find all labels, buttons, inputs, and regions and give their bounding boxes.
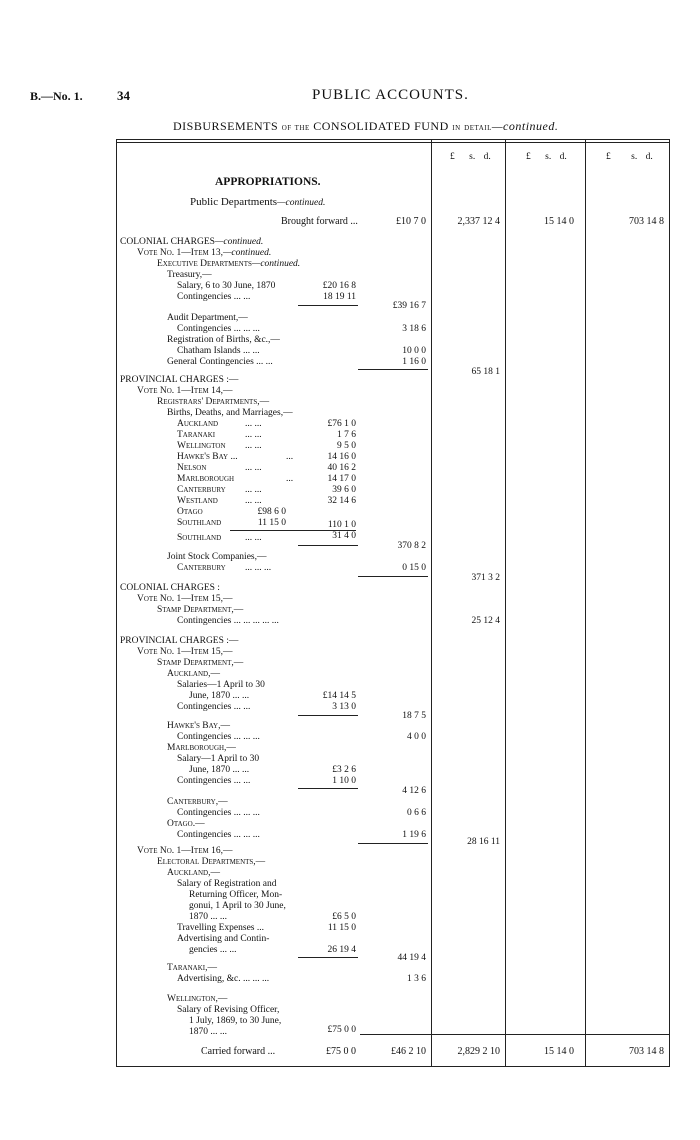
p15-salaries-1: Salaries—1 April to 30 bbox=[177, 680, 265, 690]
p15-contingencies: Contingencies ... ... bbox=[177, 702, 251, 712]
colonial-15-dept: Stamp Department,— bbox=[157, 605, 244, 615]
audit-label: Audit Department,— bbox=[167, 313, 248, 323]
carried-forward-label: Carried forward ... bbox=[201, 1046, 276, 1057]
vote-16: Vote No. 1—Item 16,— bbox=[137, 846, 233, 856]
treasury-contingencies-val: 18 19 11 bbox=[323, 292, 356, 302]
dept-text: Executive Departments bbox=[157, 259, 252, 269]
col3-header bbox=[606, 152, 662, 163]
v16-salary-2: Returning Officer, Mon- bbox=[189, 890, 283, 900]
subtotal-rule bbox=[358, 843, 428, 844]
p15-salary-2: June, 1870 ... ... bbox=[189, 765, 250, 775]
v16-revising-3: 1870 ... ... bbox=[189, 1027, 227, 1037]
births-row-name: Marlborough bbox=[177, 474, 235, 484]
subheading-cont: —continued. bbox=[277, 198, 326, 208]
v16-adv-val: 26 19 4 bbox=[327, 945, 356, 955]
births-row-name: Westland bbox=[177, 496, 218, 506]
p15-salaries-2: June, 1870 ... ... bbox=[189, 691, 250, 701]
colonial-15-heading: COLONIAL CHARGES : bbox=[120, 583, 220, 593]
subtotal-rule bbox=[298, 305, 358, 306]
treasury-contingencies: Contingencies ... ... bbox=[177, 292, 251, 302]
p15-auckland: Auckland,— bbox=[167, 669, 220, 679]
p15-salary-1: Salary—1 April to 30 bbox=[177, 754, 260, 764]
audit-val: 3 18 6 bbox=[402, 324, 426, 334]
southland-label: Southland bbox=[177, 533, 222, 543]
table-left-rule bbox=[116, 139, 117, 1067]
v16-auckland-total: 44 19 4 bbox=[397, 953, 426, 963]
subtotal-rule bbox=[298, 545, 358, 546]
p15-otago: Otago.— bbox=[167, 819, 205, 829]
joint-stock-label: Joint Stock Companies,— bbox=[167, 552, 267, 562]
pound-sign: £ bbox=[450, 152, 455, 162]
page-number: 34 bbox=[117, 88, 130, 103]
p15-hawkes: Hawke's Bay,— bbox=[167, 721, 230, 731]
v16-adv-1: Advertising and Contin- bbox=[177, 934, 270, 944]
pence-sign: d. bbox=[645, 152, 653, 162]
p15-hawkes-cont: Contingencies ... ... ... bbox=[177, 732, 260, 742]
births-row-name: Canterbury bbox=[177, 485, 226, 495]
table-bottom-rule bbox=[116, 1066, 669, 1067]
public-departments-heading bbox=[190, 196, 325, 208]
subtitle-part: of the bbox=[281, 122, 310, 133]
joint-canterbury-label: Canterbury bbox=[177, 563, 226, 573]
vote-cont: —continued. bbox=[222, 248, 272, 258]
colonial-15-contingencies: Contingencies ... ... ... ... ... bbox=[177, 616, 279, 626]
provincial-14-dept: Registrars' Departments,— bbox=[157, 397, 270, 407]
audit-contingencies: Contingencies ... ... ... bbox=[177, 324, 260, 334]
births-total: 370 8 2 bbox=[397, 541, 426, 551]
southland-sub-val: 11 15 0 bbox=[257, 518, 286, 528]
births-row-value: 1 7 6 bbox=[337, 430, 356, 440]
v16-revising-2: 1 July, 1869, to 30 June, bbox=[189, 1016, 282, 1026]
pound-sign: £ bbox=[606, 152, 611, 162]
col1-header bbox=[450, 152, 502, 163]
births-row-name: Nelson bbox=[177, 463, 207, 473]
carried-forward-c1: £46 2 10 bbox=[391, 1046, 426, 1057]
brought-forward-c3: 15 14 0 bbox=[544, 216, 574, 227]
births-row-name: Hawke's Bay ... bbox=[177, 452, 238, 462]
vote-16-dept: Electoral Departments,— bbox=[157, 857, 266, 867]
southland-val: 31 4 0 bbox=[332, 531, 356, 541]
treasury-salary: Salary, 6 to 30 June, 1870 bbox=[177, 281, 276, 291]
appropriations-heading: APPROPRIATIONS. bbox=[215, 176, 321, 188]
subtotal-rule bbox=[298, 715, 358, 716]
subtitle-part: —continued. bbox=[491, 119, 559, 133]
births-row-name: Wellington bbox=[177, 441, 226, 451]
brought-forward-c1: £10 7 0 bbox=[396, 216, 426, 227]
subtitle-part: CONSOLIDATED FUND bbox=[313, 119, 449, 133]
subtotal-rule bbox=[298, 957, 358, 958]
shilling-sign: s. bbox=[469, 152, 476, 162]
table-right-rule bbox=[669, 139, 670, 1067]
v16-salary-4: 1870 ... ... bbox=[189, 912, 227, 922]
births-row-dots: ... ... bbox=[245, 496, 262, 506]
births-row-name: Taranaki bbox=[177, 430, 216, 440]
births-row-dots: ... ... bbox=[245, 419, 262, 429]
v16-auckland: Auckland,— bbox=[167, 868, 220, 878]
p15-salary-val: £3 2 6 bbox=[332, 765, 356, 775]
joint-canterbury-val: 0 15 0 bbox=[402, 563, 426, 573]
heading-text: COLONIAL CHARGES bbox=[120, 237, 215, 247]
column-rule bbox=[431, 139, 432, 1067]
shilling-sign: s. bbox=[545, 152, 552, 162]
column-rule bbox=[585, 139, 586, 1067]
subtotal-rule bbox=[358, 369, 428, 370]
joint-canterbury-dots: ... ... ... bbox=[245, 563, 272, 573]
carried-forward-c3: 15 14 0 bbox=[544, 1046, 574, 1057]
provincial-15-dept: Stamp Department,— bbox=[157, 658, 244, 668]
births-row-dots: ... ... bbox=[245, 430, 262, 440]
otago-total: 110 1 0 bbox=[327, 520, 356, 530]
carried-forward-a: £75 0 0 bbox=[326, 1046, 356, 1057]
subtotal-rule bbox=[358, 576, 428, 577]
v16-salary-3: gonui, 1 April to 30 June, bbox=[189, 901, 286, 911]
p15-otago-cont: Contingencies ... ... ... bbox=[177, 830, 260, 840]
registration-label: Registration of Births, &c.,— bbox=[167, 335, 280, 345]
carried-forward-rule bbox=[360, 1034, 670, 1035]
v16-taranaki-val: 1 3 6 bbox=[407, 974, 426, 984]
provincial-14-vote: Vote No. 1—Item 14,— bbox=[137, 386, 233, 396]
subtitle-part: detail bbox=[464, 122, 492, 133]
births-row-value: 32 14 6 bbox=[327, 496, 356, 506]
pence-sign: d. bbox=[483, 152, 491, 162]
births-row-dots: ... ... bbox=[245, 463, 262, 473]
provincial-15-total: 28 16 11 bbox=[467, 837, 500, 847]
p15-hawkes-val: 4 0 0 bbox=[407, 732, 426, 742]
table-top-rule bbox=[116, 139, 669, 140]
births-row-dots: ... ... bbox=[245, 441, 262, 451]
v16-revising-1: Salary of Revising Officer, bbox=[177, 1005, 280, 1015]
carried-forward-c2: 2,829 2 10 bbox=[457, 1046, 500, 1057]
brought-forward-label: Brought forward ... bbox=[281, 216, 358, 227]
brought-forward-c4: 703 14 8 bbox=[629, 216, 664, 227]
p15-auckland-total: 18 7 5 bbox=[402, 711, 426, 721]
carried-forward-c4: 703 14 8 bbox=[629, 1046, 664, 1057]
col2-header bbox=[526, 152, 578, 163]
colonial-15-total: 25 12 4 bbox=[471, 616, 500, 626]
births-row-value: 40 16 2 bbox=[327, 463, 356, 473]
p15-m-contingencies: Contingencies ... ... bbox=[177, 776, 251, 786]
otago-label: Otago bbox=[177, 507, 203, 517]
births-row-dots: ... bbox=[286, 452, 294, 462]
births-row-value: 39 6 0 bbox=[332, 485, 356, 495]
v16-salary-1: Salary of Registration and bbox=[177, 879, 277, 889]
v16-adv-2: gencies ... ... bbox=[189, 945, 237, 955]
section-subtitle bbox=[173, 119, 558, 134]
p15-canterbury-cont: Contingencies ... ... ... bbox=[177, 808, 260, 818]
subtitle-part: DISBURSEMENTS bbox=[173, 119, 279, 133]
p15-canterbury: Canterbury,— bbox=[167, 797, 228, 807]
general-contingencies-val: 1 16 0 bbox=[402, 357, 426, 367]
shilling-sign: s. bbox=[631, 152, 638, 162]
births-row-name: Auckland bbox=[177, 419, 219, 429]
provincial-15-vote: Vote No. 1—Item 15,— bbox=[137, 647, 233, 657]
subtotal-rule bbox=[298, 788, 358, 789]
southland-dots: ... ... bbox=[245, 533, 262, 543]
p15-marlborough-total: 4 12 6 bbox=[402, 786, 426, 796]
column-rule bbox=[505, 139, 506, 1067]
v16-revising-val: £75 0 0 bbox=[327, 1025, 356, 1035]
v16-salary-val: £6 5 0 bbox=[332, 912, 356, 922]
subtitle-part: in bbox=[452, 122, 461, 133]
p15-marlborough: Marlborough,— bbox=[167, 743, 236, 753]
provincial-14-total: 371 3 2 bbox=[471, 573, 500, 583]
births-row-value: £76 1 0 bbox=[327, 419, 356, 429]
heading-cont: —continued. bbox=[214, 237, 264, 247]
chatham-val: 10 0 0 bbox=[402, 346, 426, 356]
births-label: Births, Deaths, and Marriages,— bbox=[167, 408, 293, 418]
provincial-15-heading: PROVINCIAL CHARGES :— bbox=[120, 636, 239, 646]
colonial-13-heading bbox=[120, 237, 263, 248]
colonial-13-dept bbox=[157, 259, 300, 270]
southland-sub-label: Southland bbox=[177, 518, 222, 528]
treasury-salary-val: £20 16 8 bbox=[322, 281, 356, 291]
v16-wellington: Wellington,— bbox=[167, 994, 228, 1004]
chatham-label: Chatham Islands ... ... bbox=[177, 346, 260, 356]
births-row-dots: ... ... bbox=[245, 485, 262, 495]
colonial-15-vote: Vote No. 1—Item 15,— bbox=[137, 594, 233, 604]
p15-salaries-val: £14 14 5 bbox=[322, 691, 356, 701]
births-row-value: 9 5 0 bbox=[337, 441, 356, 451]
general-contingencies: General Contingencies ... ... bbox=[167, 357, 273, 367]
dept-cont: —continued. bbox=[251, 259, 301, 269]
births-row-value: 14 16 0 bbox=[327, 452, 356, 462]
subheading-main: Public Departments bbox=[190, 196, 278, 208]
p15-contingencies-val: 3 13 0 bbox=[332, 702, 356, 712]
v16-taranaki: Taranaki,— bbox=[167, 963, 217, 973]
births-row-value: 14 17 0 bbox=[327, 474, 356, 484]
p15-otago-val: 1 19 6 bbox=[402, 830, 426, 840]
births-row-dots: ... bbox=[286, 474, 294, 484]
colonial-13-total: 65 18 1 bbox=[471, 367, 500, 377]
p15-canterbury-val: 0 6 6 bbox=[407, 808, 426, 818]
page-title: PUBLIC ACCOUNTS. bbox=[312, 87, 469, 103]
treasury-total: £39 16 7 bbox=[392, 301, 426, 311]
otago-val: £98 6 0 bbox=[257, 507, 286, 517]
pence-sign: d. bbox=[559, 152, 567, 162]
pound-sign: £ bbox=[526, 152, 531, 162]
doc-code: B.—No. 1. bbox=[30, 89, 83, 103]
colonial-13-vote bbox=[137, 248, 271, 259]
v16-travel-val: 11 15 0 bbox=[327, 923, 356, 933]
v16-taranaki-adv: Advertising, &c. ... ... ... bbox=[177, 974, 270, 984]
brought-forward-c2: 2,337 12 4 bbox=[457, 216, 500, 227]
provincial-14-heading: PROVINCIAL CHARGES :— bbox=[120, 375, 239, 385]
p15-m-contingencies-val: 1 10 0 bbox=[332, 776, 356, 786]
vote-text: Vote No. 1—Item 13, bbox=[137, 248, 223, 258]
v16-travel: Travelling Expenses ... bbox=[177, 923, 264, 933]
treasury-label: Treasury,— bbox=[167, 270, 212, 280]
table-top-rule-2 bbox=[116, 142, 669, 143]
